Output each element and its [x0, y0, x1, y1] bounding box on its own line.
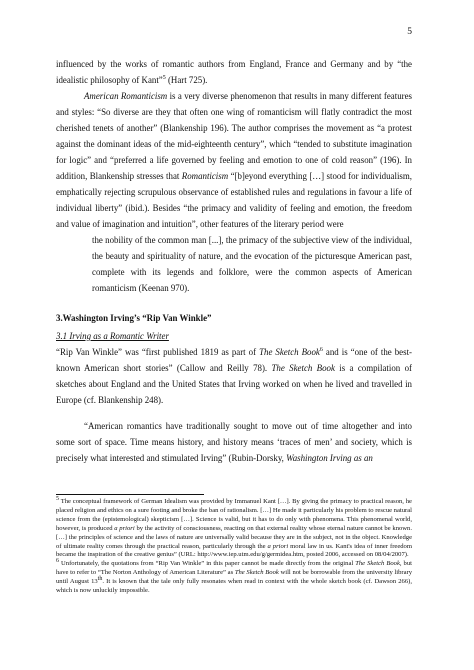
footnote-5-text-c: moral law in us. Kant's idea of inner freedom became the inspiration of the creative genius” (URL: http://www.iep.utm.edu/g/germidea.htm, posted 2006, accessed on 08/04/2007).	[56, 542, 412, 559]
footnote-6-text-c: will not be borrowable from the university library until August 13	[56, 569, 412, 586]
section-heading: 3.Washington Irving’s “Rip Van Winkle”	[56, 313, 212, 323]
footnote-5-number: 5	[56, 495, 59, 502]
romanticism-title: American Romanticism	[84, 91, 168, 101]
footnote-5-apriori: a priori	[114, 524, 135, 532]
footnote-6-text-b: , but have to refer to “The Norton Anthology of American Literature” as	[56, 560, 412, 577]
footnote-ref-5[interactable]: 5	[162, 75, 166, 82]
footnote-5-text-b: by the activity of consciousness, reacting on that external reality whose eternal nature cannot be known. […] the principles of science and the laws of nature are universally valid because they are in the subject, not in the object. Knowledge of ultimate reality comes through the practical reason, particularly through the	[56, 524, 412, 550]
rip-text-a: “Rip Van Winkle” was “first published 1819 as part of	[56, 347, 260, 357]
footnote-6-ordinal: th	[97, 575, 103, 582]
romantics-paragraph	[56, 418, 412, 466]
washington-irving-title: Washington Irving as an	[286, 453, 373, 463]
sketch-book-title-2: The Sketch Book	[271, 363, 335, 373]
rip-text-c: is a compilation of sketches about England and the United States that Irving worked on when he lived and travelled in Europe (cf. Blankenship 248).	[56, 363, 412, 405]
footnote-6-text-d: . It is known that the tale only fully resonates when read in context with the whole sketch book (cf. Dawson 266), which is now unluckily impossible.	[56, 578, 412, 595]
sketch-book-title: The Sketch Book	[259, 347, 320, 357]
footnote-separator	[56, 494, 204, 495]
page-number: 5	[407, 27, 412, 37]
footnote-5-text-a: The conceptual framework of German Idealism was provided by Immanuel Kant […]. By giving the primacy to practical reason, he placed religion and ethics on a sure footing and broke the ban of rationalism. […] He made it particularly his problem to rescue natural science from the (epistemological) skepticism […]. Science is valid, but it has to do only with phenomena. This phenomenal world, however, is produced	[56, 498, 412, 532]
footnote-6-book-2: The Sketch Book	[234, 569, 279, 577]
romanticism-paragraph	[56, 88, 412, 232]
footnote-6-text-a: Unfortunately, the quotations from “Rip Van Winkle” in this paper cannot be made directly from the original	[59, 560, 356, 568]
rip-text-b: and is “one of the best-known American short stories” (Callow and Reilly 78).	[56, 347, 412, 373]
block-quote: the nobility of the common man [...], the primacy of the subjective view of the individual, the beauty and spirituality of nature, and the evocation of the picturesque American past, complete with its legends and folklore, were the common aspects of American romanticism (Keenan 970).	[92, 235, 412, 293]
footnote-5	[56, 495, 412, 560]
intro-citation: (Hart 725).	[165, 75, 208, 85]
romanticism-term: Romanticism	[181, 171, 229, 181]
footnote-6-book: The Sketch Book	[355, 560, 400, 568]
romanticism-text-b: “[b]eyond everything […] stood for individualism, emphatically rejecting scrupulous observance of established rules and regulations in favour a life of individual liberty” (ibid.). Besides “the primacy and validity of feeling and emotion, the freedom and value of imagination and intuition”, other features of the literary period were	[56, 171, 412, 229]
footnote-5-apriori-2: a priori	[267, 542, 289, 550]
subsection-heading: 3.1 Irving as a Romantic Writer	[56, 331, 169, 341]
romantics-text: “American romantics have traditionally sought to move out of time altogether and into some sort of space. Time means history, and history means ‘traces of men’ and society, which is precisely what interested and stimulated Irving” (Rubin-Dorsky,	[56, 421, 412, 463]
body-text	[56, 56, 412, 466]
footnote-6-number: 6	[56, 558, 59, 565]
romanticism-text-a: is a very diverse phenomenon that results in many different features and styles: “So diverse are they that often one wing of romanticism will flatly contradict the most cherished tenets of another” (Blankenship 196). The author comprises the movement as “a protest against the dominant ideas of the mid-eighteenth century”, which “tended to substitute imagination for logic” and “preferred a life governed by feeling and emotion to one of cold reason” (196). In addition, Blankenship stresses that	[56, 91, 412, 181]
intro-paragraph	[56, 56, 412, 88]
intro-text: influenced by the works of romantic authors from England, France and Germany and by “the idealistic philosophy of Kant”	[56, 59, 412, 85]
footnotes	[56, 495, 412, 596]
footnote-ref-6[interactable]: 6	[319, 347, 323, 354]
footnote-6	[56, 560, 412, 596]
rip-van-winkle-paragraph	[56, 344, 412, 408]
